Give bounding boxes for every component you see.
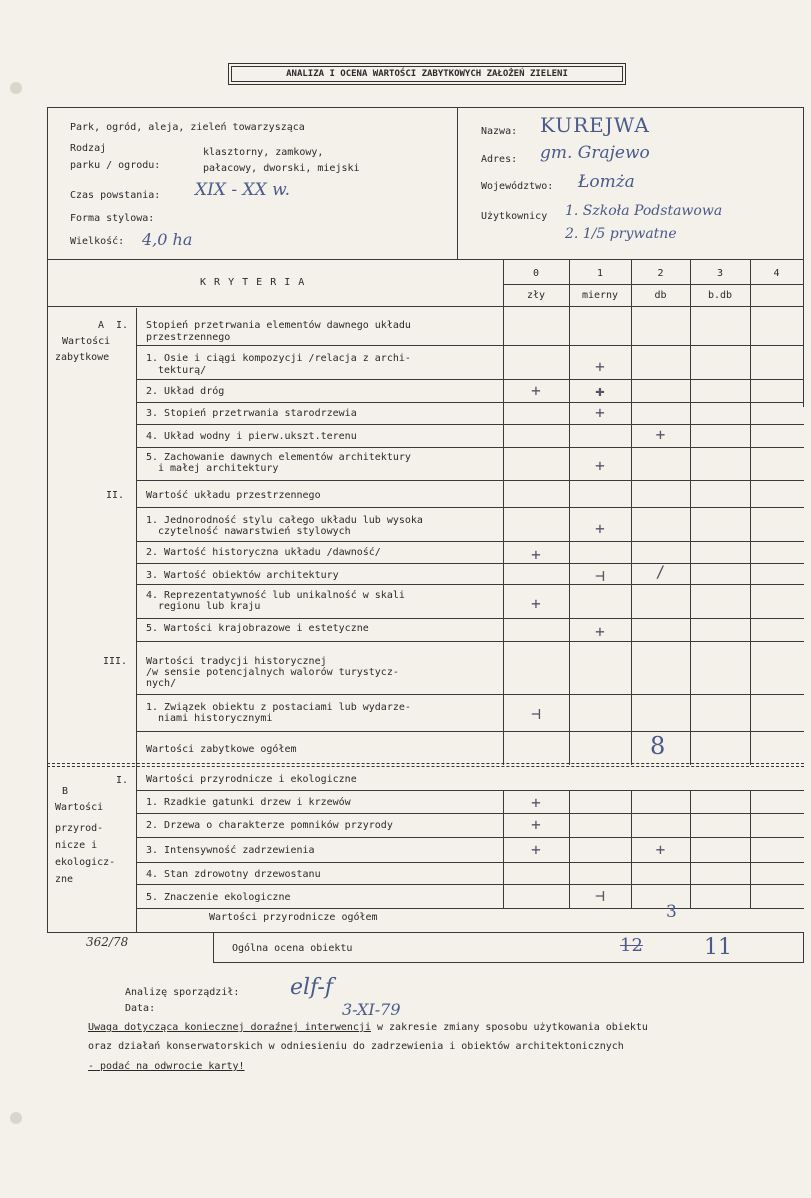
- section-b-total-label: Wartości przyrodnicze ogółem: [209, 912, 378, 923]
- row-line: [136, 790, 804, 791]
- row-line: [136, 424, 804, 425]
- mark-a2-2: +: [531, 545, 541, 564]
- score-1: 1: [596, 268, 604, 279]
- row-line: [136, 584, 804, 585]
- row-line: [136, 345, 804, 346]
- wielkosc-label: Wielkość:: [70, 236, 125, 247]
- criterion-a1-2: 2. Układ dróg: [146, 386, 225, 397]
- section-a-roman-3: III.: [103, 656, 128, 667]
- uzytkownicy-value-2: 2. 1/5 prywatne: [565, 226, 677, 242]
- forma-label: Forma stylowa:: [70, 213, 155, 224]
- section-b-name-5: zne: [55, 874, 74, 885]
- mark-b-1: +: [531, 793, 541, 812]
- row-line: [136, 507, 804, 508]
- wielkosc-value: 4,0 ha: [142, 230, 193, 249]
- note-line-1-underlined: Uwaga dotycząca koniecznej doraźnej interwencji: [88, 1022, 371, 1033]
- mark-a2-3-b: /: [655, 562, 666, 581]
- group-1-title-1: Stopień przetrwania elementów dawnego układu: [146, 320, 411, 331]
- czas-label: Czas powstania:: [70, 190, 161, 201]
- score-2: 2: [657, 268, 664, 279]
- row-line: [136, 884, 804, 885]
- mark-b-5: ⊣: [595, 886, 605, 905]
- mark-a1-2-a: +: [531, 381, 541, 400]
- mark-a1-1: +: [595, 357, 605, 376]
- row-line: [136, 563, 804, 564]
- punch-hole: [10, 82, 22, 94]
- criterion-a2-5: 5. Wartości krajobrazowe i estetyczne: [146, 623, 369, 634]
- frame-left: [47, 107, 48, 933]
- adres-label: Adres:: [481, 154, 518, 165]
- wojewodztwo-value: Łomża: [578, 172, 635, 192]
- section-a-name-1: Wartości: [62, 336, 111, 347]
- overall-bottom-line: [213, 962, 804, 963]
- mark-a1-4: +: [655, 425, 666, 444]
- overall-left-line: [213, 932, 214, 962]
- mark-b-3-a: +: [531, 840, 541, 859]
- score-label-3: b.db: [707, 290, 733, 301]
- note-line-1-rest: w zakresie zmiany sposobu użytkowania obiektu: [370, 1022, 648, 1033]
- mark-a2-3-a: ⊣: [595, 566, 605, 585]
- row-line: [136, 480, 804, 481]
- row-line: [136, 641, 804, 642]
- overall-right-line: [803, 932, 804, 962]
- overall-top-line: [47, 932, 804, 933]
- section-b-name-1: Wartości: [55, 802, 104, 813]
- adres-value: gm. Grajewo: [540, 143, 650, 163]
- criterion-a2-4-b: regionu lub kraju: [158, 601, 261, 612]
- mark-a1-2-b: ✚: [595, 381, 605, 400]
- punch-hole: [10, 1112, 22, 1124]
- overall-value: 11: [704, 935, 732, 960]
- section-a-roman-1: I.: [116, 320, 129, 331]
- section-b-name-2: przyrod-: [55, 823, 104, 834]
- row-line: [136, 541, 804, 542]
- rodzaj-label: Rodzaj: [70, 143, 107, 154]
- mark-a3-1: ⊣: [531, 704, 541, 723]
- colB-divider-4: [750, 790, 751, 908]
- row-line: [136, 402, 804, 403]
- col-divider-1: [569, 259, 570, 765]
- score-0: 0: [532, 268, 540, 279]
- note-line-3: - podać na odwrocie karty!: [88, 1061, 245, 1072]
- criterion-a1-1-b: tekturą/: [158, 365, 207, 376]
- info-divider: [457, 107, 458, 259]
- header-mid-line: [503, 284, 804, 285]
- overall-crossed-value: 12: [620, 935, 643, 956]
- row-line: [136, 618, 804, 619]
- mark-b-3-b: +: [655, 840, 666, 859]
- section-b-name-3: nicze i: [55, 840, 98, 851]
- row-line: [136, 447, 804, 448]
- criterion-a2-3: 3. Wartość obiektów architektury: [146, 570, 339, 581]
- kryteria-heading: K R Y T E R I A: [200, 277, 306, 288]
- criterion-b-5: 5. Znaczenie ekologiczne: [146, 892, 291, 903]
- row-line: [136, 862, 804, 863]
- park-type-line: Park, ogród, aleja, zieleń towarzysząca: [70, 122, 305, 133]
- signature: elf-f: [290, 975, 333, 1000]
- row-line: [136, 379, 804, 380]
- nazwa-label: Nazwa:: [481, 126, 518, 137]
- note-line-2: oraz działań konserwatorskich w odniesieniu do zadrzewienia i obiektów architektonicznych: [88, 1041, 624, 1052]
- criterion-b-4: 4. Stan zdrowotny drzewostanu: [146, 869, 321, 880]
- overall-label: Ogólna ocena obiektu: [232, 943, 353, 954]
- row-line: [136, 908, 804, 909]
- colB-divider-3: [690, 790, 691, 908]
- mark-a1-5: +: [595, 456, 605, 475]
- section-b-roman-1: I.: [116, 775, 129, 786]
- criterion-a1-5-b: i małej architektury: [158, 463, 279, 474]
- section-a-roman-2: II.: [106, 490, 125, 501]
- section-b-total-value: 3: [666, 902, 677, 922]
- score-3: 3: [716, 268, 724, 279]
- mark-a2-4: +: [531, 594, 541, 613]
- mark-a2-1: +: [595, 519, 605, 538]
- score-4: 4: [773, 268, 780, 279]
- col-divider-0: [503, 259, 504, 765]
- analiza-label: Analizę sporządził:: [125, 987, 240, 998]
- criterion-a2-4-a: 4. Reprezentatywność lub unikalność w skali: [146, 590, 405, 601]
- row-line: [136, 813, 804, 814]
- nazwa-value: KUREJWA: [540, 113, 650, 137]
- criterion-a3-1-a: 1. Związek obiektu z postaciami lub wydarze-: [146, 702, 411, 713]
- col-divider-4: [750, 259, 751, 765]
- criterion-a1-1-a: 1. Osie i ciągi kompozycji /relacja z archi-: [146, 353, 411, 364]
- criterion-b-1: 1. Rzadkie gatunki drzew i krzewów: [146, 797, 351, 808]
- group-3-title-1: Wartości tradycji historycznej: [146, 656, 327, 667]
- group-b-title: Wartości przyrodnicze i ekologiczne: [146, 774, 357, 785]
- margin-note: 362/78: [86, 935, 129, 949]
- date-value: 3-XI-79: [342, 1000, 401, 1019]
- mark-b-2: +: [531, 815, 541, 834]
- section-a-total-label: Wartości zabytkowe ogółem: [146, 744, 297, 755]
- section-separator: [47, 763, 804, 764]
- row-line: [136, 694, 804, 695]
- group-1-title-2: przestrzennego: [146, 332, 231, 343]
- section-a-name-2: zabytkowe: [55, 352, 110, 363]
- rodzaj-label2: parku / ogrodu:: [70, 160, 161, 171]
- score-label-2: db: [654, 290, 667, 301]
- criterion-a2-1-b: czytelność nawarstwień stylowych: [158, 526, 351, 537]
- group-3-title-3: nych/: [146, 678, 177, 689]
- section-a-letter: A: [98, 320, 105, 331]
- criterion-b-3: 3. Intensywność zadrzewienia: [146, 845, 315, 856]
- mark-a2-5: +: [595, 622, 605, 641]
- frame-right: [803, 107, 804, 407]
- frame-top: [47, 107, 804, 108]
- rodzaj-options-2: pałacowy, dworski, miejski: [203, 163, 360, 174]
- row-line: [136, 837, 804, 838]
- uzytkownicy-value-1: 1. Szkoła Podstawowa: [565, 203, 723, 219]
- section-separator: [47, 766, 804, 767]
- czas-value: XIX - XX w.: [195, 180, 291, 200]
- criterion-a1-5-a: 5. Zachowanie dawnych elementów architektury: [146, 452, 411, 463]
- criterion-a3-1-b: niami historycznymi: [158, 713, 273, 724]
- criterion-a2-1-a: 1. Jednorodność stylu całego układu lub wysoka: [146, 515, 423, 526]
- criterion-a1-4: 4. Układ wodny i pierw.ukszt.terenu: [146, 431, 357, 442]
- group-3-title-2: /w sensie potencjalnych walorów turystycz-: [146, 667, 399, 678]
- criterion-a2-2: 2. Wartość historyczna układu /dawność/: [146, 547, 381, 558]
- data-label: Data:: [125, 1003, 156, 1014]
- section-b-name-4: ekologicz-: [55, 857, 116, 868]
- wojewodztwo-label: Województwo:: [481, 181, 554, 192]
- row-line: [136, 731, 804, 732]
- criterion-a1-3: 3. Stopień przetrwania starodrzewia: [146, 408, 357, 419]
- criterion-b-2: 2. Drzewa o charakterze pomników przyrody: [146, 820, 393, 831]
- mark-a1-3: +: [595, 403, 605, 422]
- section-a-total-value: 8: [650, 732, 666, 760]
- score-label-1: mierny: [581, 290, 619, 301]
- group-2-title: Wartość układu przestrzennego: [146, 490, 321, 501]
- col-divider-3: [690, 259, 691, 765]
- uzytkownicy-label: Użytkownicy: [481, 211, 548, 222]
- score-label-0: zły: [526, 290, 546, 301]
- form-title: ANALIZA I OCENA WARTOŚCI ZABYTKOWYCH ZAŁOŻEŃ ZIELENI: [286, 69, 568, 79]
- rodzaj-options-1: klasztorny, zamkowy,: [203, 147, 324, 158]
- section-b-letter: B: [62, 786, 69, 797]
- col-divider-2: [631, 259, 632, 765]
